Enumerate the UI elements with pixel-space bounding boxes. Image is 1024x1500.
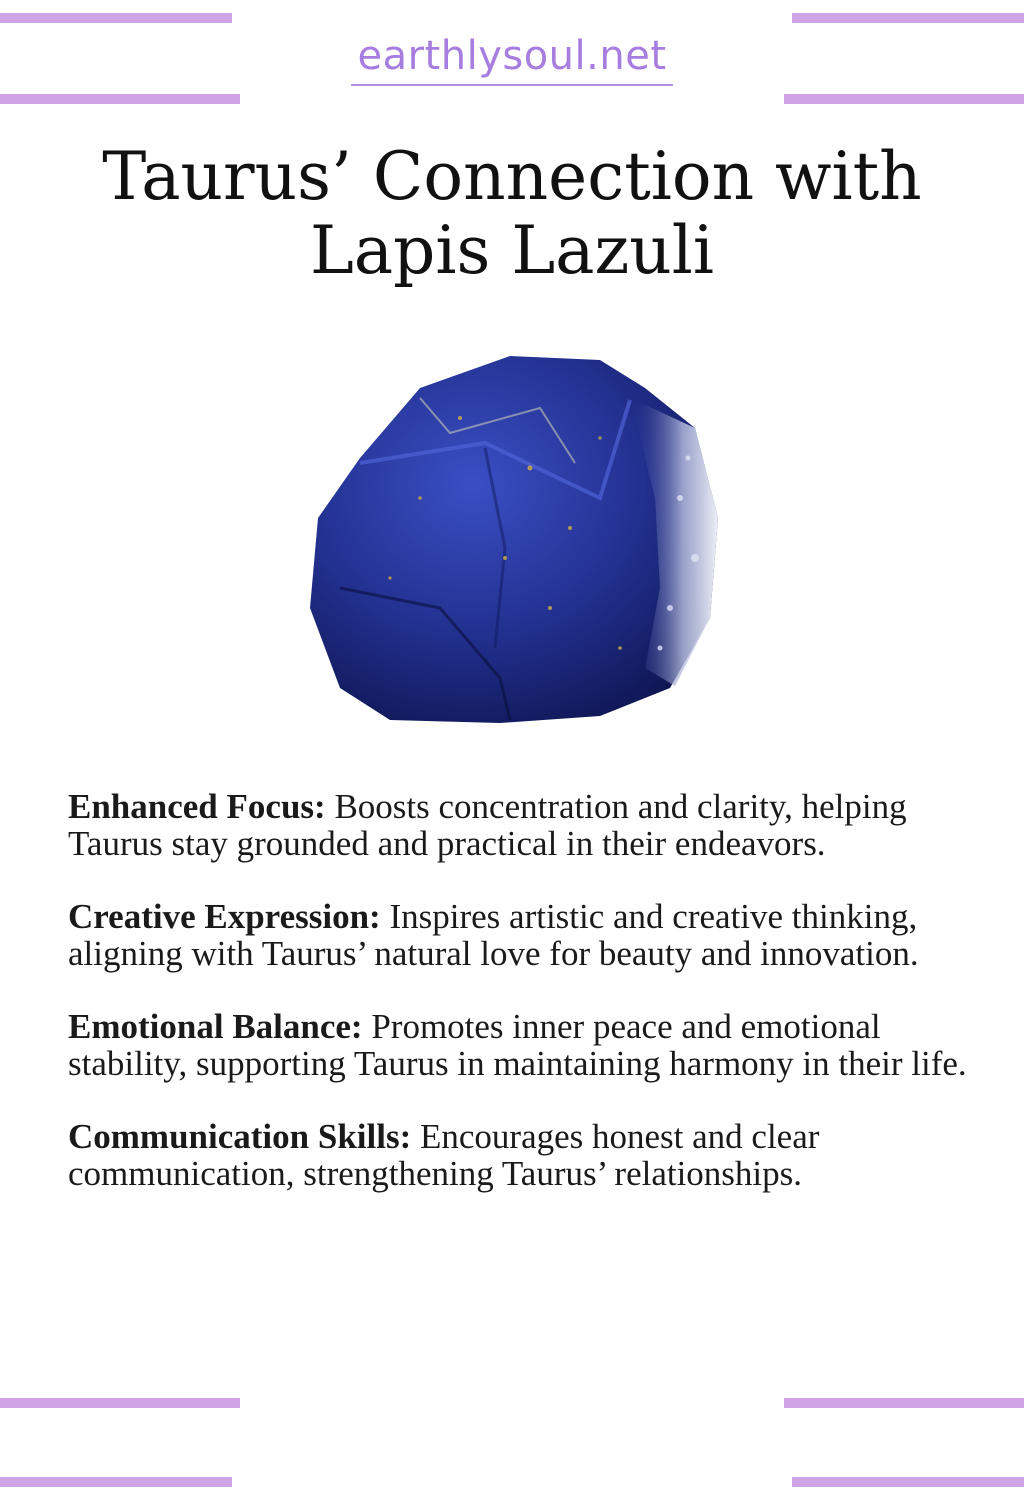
decor-bar-top-right-1 bbox=[792, 13, 1024, 23]
decor-bar-bottom-left-2 bbox=[0, 1477, 232, 1487]
lapis-lazuli-stone-image bbox=[300, 348, 730, 728]
item-text: Encourages honest and clear communication, strengthening Taurus’ relationships. bbox=[68, 1117, 820, 1193]
item-text: Inspires artistic and creative thinking, aligning with Taurus’ natural love for beauty and innovation. bbox=[68, 897, 919, 973]
title-line-1: Taurus’ Connection with bbox=[102, 138, 922, 215]
item-label: Creative Expression: bbox=[68, 897, 381, 936]
page-title bbox=[40, 140, 984, 288]
list-item bbox=[68, 898, 968, 972]
list-item bbox=[68, 1008, 968, 1082]
logo-text: earthlysoul.net bbox=[351, 30, 672, 86]
item-label: Communication Skills: bbox=[68, 1117, 412, 1156]
item-text: Promotes inner peace and emotional stability, supporting Taurus in maintaining harmony in their life. bbox=[68, 1007, 967, 1083]
title-line-2: Lapis Lazuli bbox=[309, 212, 715, 289]
decor-bar-top-left-2 bbox=[0, 94, 240, 104]
list-item bbox=[68, 788, 968, 862]
decor-bar-top-right-2 bbox=[784, 94, 1024, 104]
benefits-list bbox=[68, 788, 968, 1228]
item-label: Enhanced Focus: bbox=[68, 787, 326, 826]
decor-bar-bottom-left-1 bbox=[0, 1398, 240, 1408]
site-logo[interactable] bbox=[0, 30, 1024, 86]
item-label: Emotional Balance: bbox=[68, 1007, 363, 1046]
item-text: Boosts concentration and clarity, helping Taurus stay grounded and practical in their endeavors. bbox=[68, 787, 907, 863]
decor-bar-top-left-1 bbox=[0, 13, 232, 23]
decor-bar-bottom-right-2 bbox=[792, 1477, 1024, 1487]
list-item bbox=[68, 1118, 968, 1192]
decor-bar-bottom-right-1 bbox=[784, 1398, 1024, 1408]
